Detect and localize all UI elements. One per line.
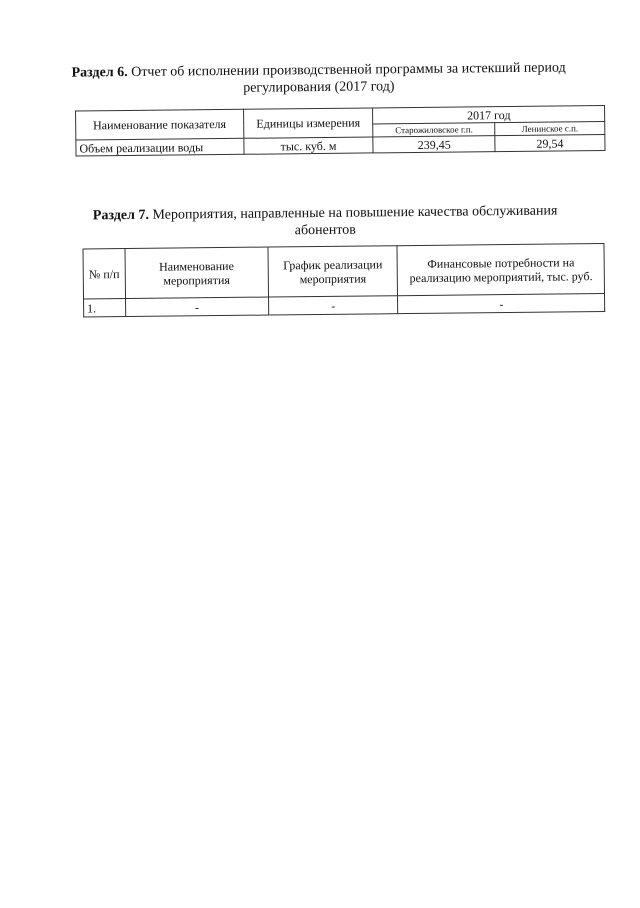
cell-measure-name: - <box>125 297 268 316</box>
cell-indicator: Объем реализации воды <box>76 138 244 156</box>
header-year: 2017 год <box>373 106 605 124</box>
measures-table <box>82 243 605 317</box>
header-financial-needs: Финансовые потребности на реализацию мероприятий, тыс. руб. <box>397 244 604 296</box>
cell-financial-needs: - <box>398 294 605 314</box>
section-7-title <box>80 202 570 241</box>
production-program-table <box>75 105 605 157</box>
cell-schedule: - <box>268 296 398 315</box>
cell-value-leninskoe: 29,54 <box>495 135 605 152</box>
section-6-title <box>59 59 579 98</box>
header-starozhilovo: Старожиловское г.п. <box>373 123 495 137</box>
header-schedule: График реализации мероприятия <box>268 246 398 297</box>
section-6-title-text: Отчет об исполнении производственной программы за истекший период регулирования (2017 год) <box>127 60 566 96</box>
cell-value-starozhilovo: 239,45 <box>373 136 495 153</box>
cell-units: тыс. куб. м <box>244 137 374 154</box>
section-6-number: Раздел 6. <box>71 65 128 81</box>
section-7-title-text: Мероприятия, направленные на повышение качества обслуживания абонентов <box>148 203 558 239</box>
header-indicator: Наименование показателя <box>76 109 244 140</box>
header-number: № п/п <box>83 249 125 299</box>
section-7-number: Раздел 7. <box>92 207 150 224</box>
header-units: Единицы измерения <box>243 108 373 138</box>
header-leninskoe: Ленинское с.п. <box>495 122 605 136</box>
cell-number: 1. <box>84 299 126 317</box>
header-measure-name: Наименование мероприятия <box>125 247 268 298</box>
